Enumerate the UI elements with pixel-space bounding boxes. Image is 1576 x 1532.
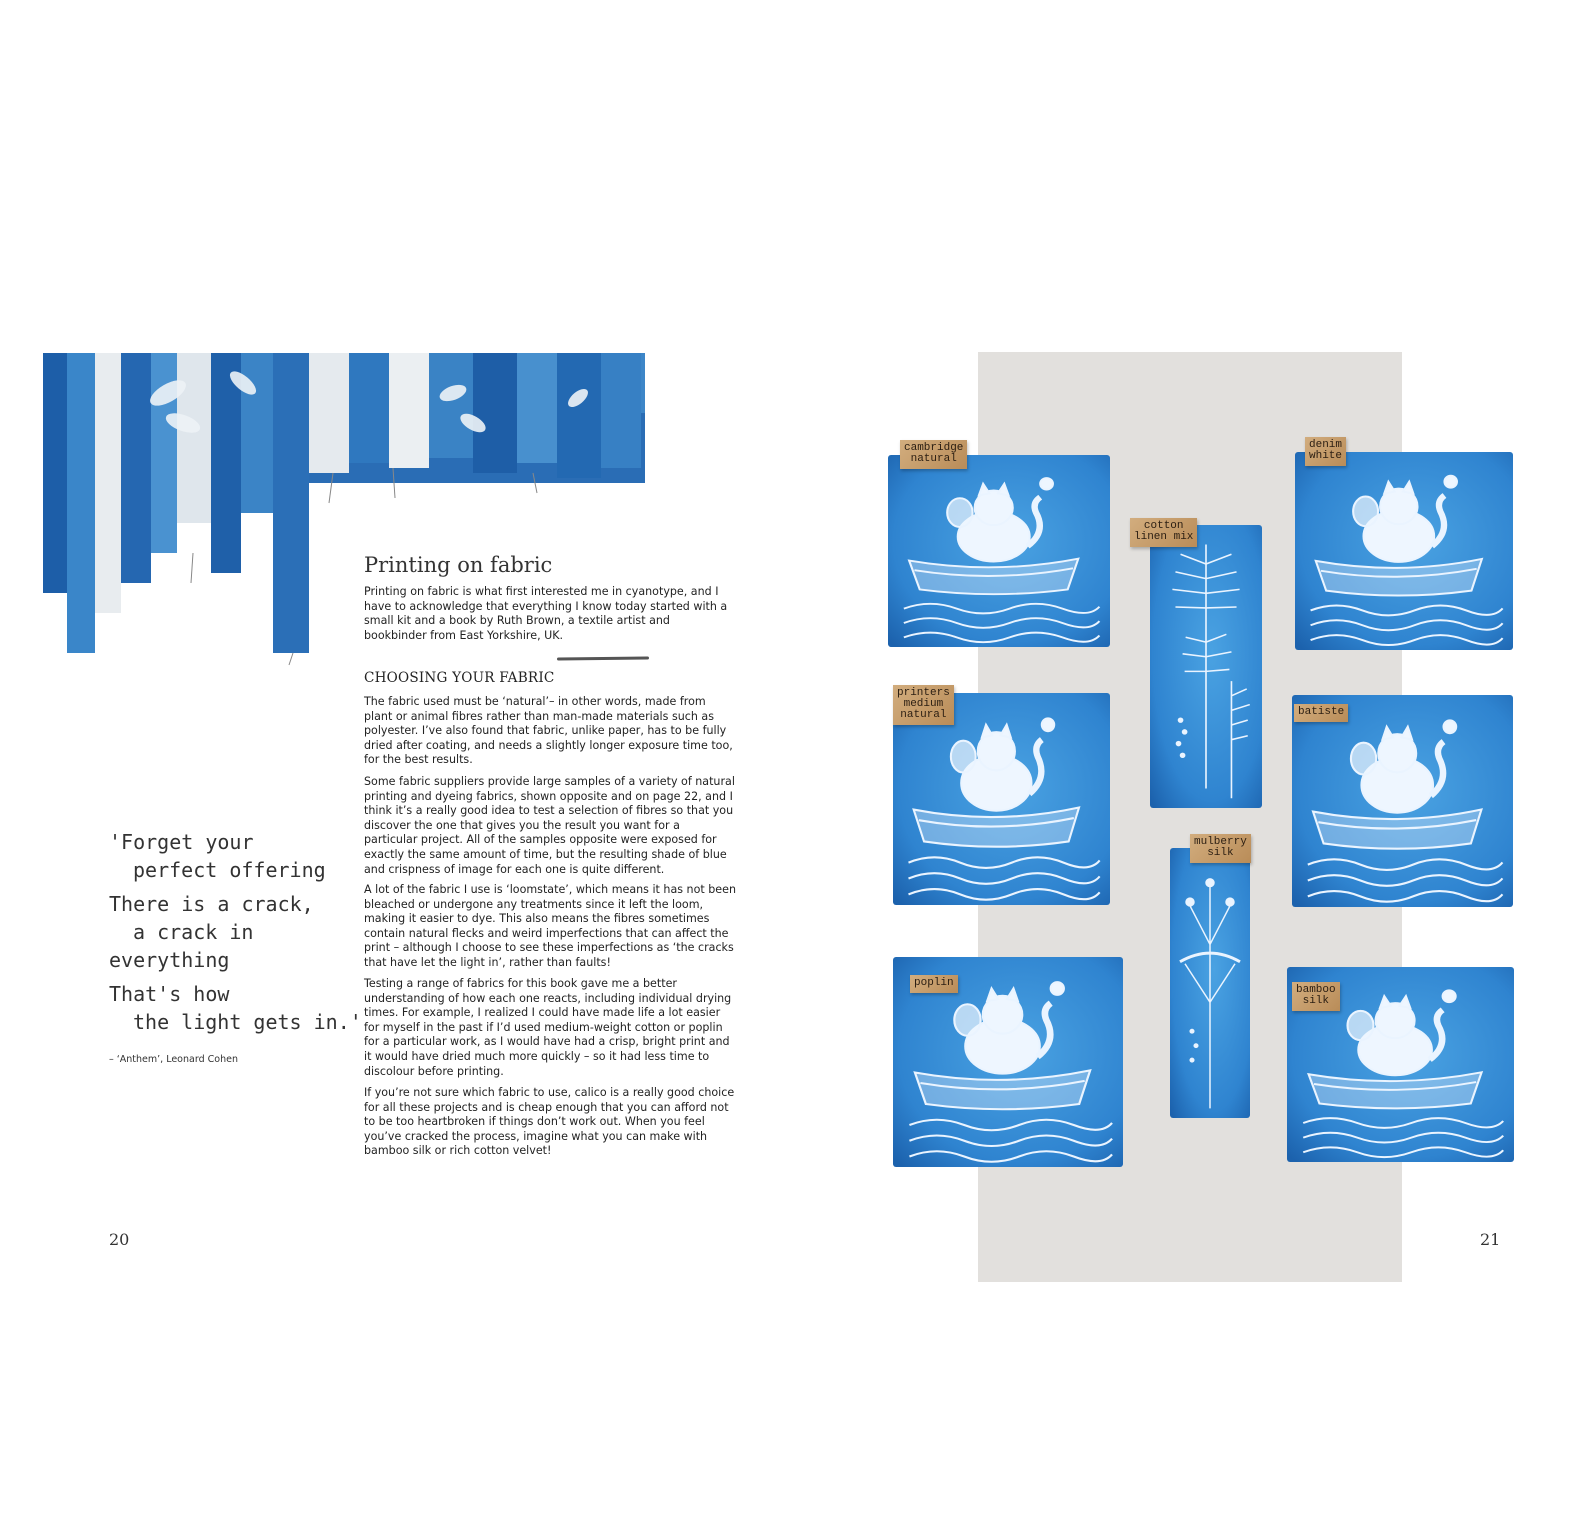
quote-attribution: – ‘Anthem’, Leonard Cohen [109, 1054, 238, 1065]
swatch-label: denim white [1305, 437, 1346, 466]
quote-line: That's how [109, 982, 230, 1006]
page-number-right: 21 [1480, 1230, 1501, 1249]
body-paragraph: A lot of the fabric I use is ‘loomstate’, which means it has not been bleached or undergone any treatments since it left the loom, making it easier to dye. This also means the fibres sometimes contain natural flecks and weird imperfections that can affect the print – although I choose to see these imperfections as ‘the cracks that have let the light in’, rather than faults! [364, 883, 736, 969]
quote-line: everything [109, 948, 230, 972]
page-number-left: 20 [109, 1230, 130, 1249]
page-heading: Printing on fabric [364, 553, 553, 577]
quote-line: There is a crack, [109, 892, 314, 916]
swatch-label: printers medium natural [893, 685, 954, 725]
body-paragraph: Some fabric suppliers provide large samples of a variety of natural printing and dyeing fabrics, shown opposite and on page 22, and I think it’s a really good idea to test a selection of fibres so that you discover the one that gives you the result you want for a particular project. All of the samples opposite were exposed for exactly the same amount of time, but the resulting shade of blue and crispness of image for each one is quite different. [364, 775, 735, 876]
body-paragraph: The fabric used must be ‘natural’– in other words, made from plant or animal fibres rather than man-made materials such as polyester. I’ve also found that fabric, unlike paper, has to be fully dried after coating, and needs a slightly longer exposure time too, for the best results. [364, 695, 733, 767]
quote-line: perfect offering [133, 858, 326, 882]
swatch-label: cotton linen mix [1130, 518, 1197, 547]
fabric-swatch-cambridge-natural [888, 455, 1110, 647]
quote-line: the light gets in.' [133, 1010, 362, 1034]
swatch-label: batiste [1294, 704, 1348, 722]
body-paragraph: Testing a range of fabrics for this book gave me a better understanding of how each one reacts, including individual drying times. For example, I realized I could have made life a lot easier for myself in the past if I’d used medium-weight cotton or poplin for a particular work, as I would have had a crisp, bright print and it would have dried much more quickly – so it had less time to discolour before printing. [364, 977, 732, 1078]
swatch-label: bamboo silk [1292, 982, 1340, 1011]
quote-line: a crack in [133, 920, 254, 944]
intro-paragraph: Printing on fabric is what first interested me in cyanotype, and I have to acknowledge that everything I know today started with a small kit and a book by Ruth Brown, a textile artist and bookbinder from East Yorkshire, UK. [364, 585, 728, 642]
body-paragraph: If you’re not sure which fabric to use, calico is a really good choice for all these projects and is cheap enough that you can afford not to be too heartbroken if things don’t work out. When you feel you’ve cracked the process, imagine what you can make with bamboo silk or rich cotton velvet! [364, 1086, 735, 1158]
fabric-swatch-mulberry-silk [1170, 848, 1250, 1118]
fabric-swatch-cotton-linen-mix [1150, 525, 1262, 808]
swatch-label: poplin [910, 975, 958, 993]
fabric-swatch-denim-white [1295, 452, 1513, 650]
quote-line: 'Forget your [109, 830, 254, 854]
pull-quote [109, 828, 364, 1036]
fabric-swatch-batiste [1292, 695, 1513, 907]
swatch-label: cambridge natural [900, 440, 967, 469]
section-subheading: CHOOSING YOUR FABRIC [364, 670, 555, 686]
swatch-label: mulberry silk [1190, 834, 1251, 863]
